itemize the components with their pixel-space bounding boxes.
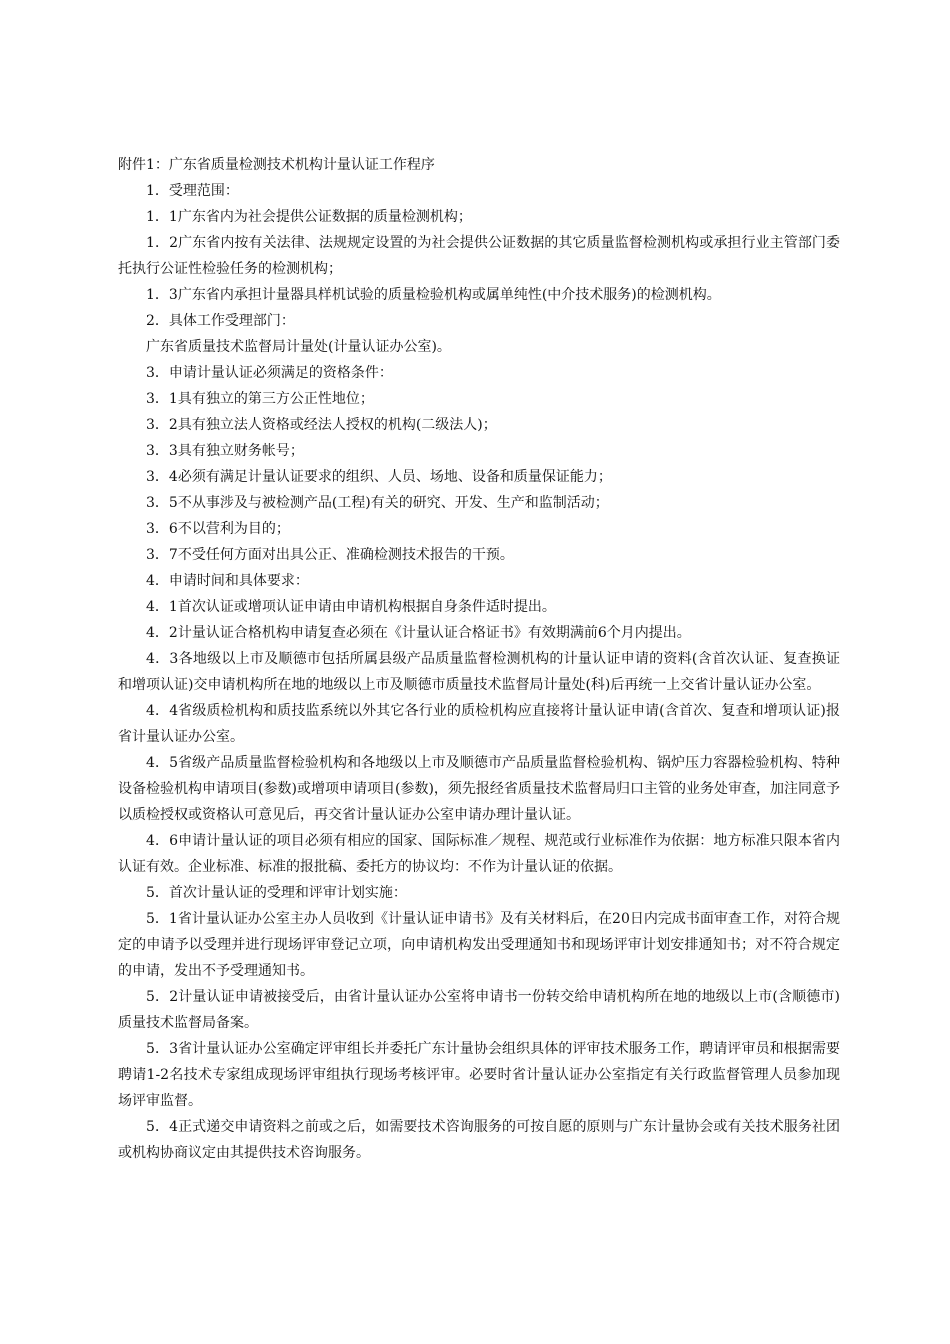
document-title: 附件1：广东省质量检测技术机构计量认证工作程序	[118, 157, 435, 173]
paragraph: 1．受理范围：	[146, 183, 239, 199]
paragraph: 4．4省级质检机构和质技监系统以外其它各行业的质检机构应直接将计量认证申请(含首次、复查和增项认证)报省计量认证办公室。	[118, 703, 840, 745]
paragraph: 4．6申请计量认证的项目必须有相应的国家、国际标准／规程、规范或行业标准作为依据：地方标准只限本省内认证有效。企业标准、标准的报批稿、委托方的协议均：不作为计量认证的依据。	[118, 833, 840, 875]
paragraph: 5．首次计量认证的受理和评审计划实施：	[146, 885, 407, 901]
paragraph: 4．申请时间和具体要求：	[146, 573, 309, 589]
paragraph: 3．4必须有满足计量认证要求的组织、人员、场地、设备和质量保证能力；	[146, 469, 612, 485]
paragraph: 1．2广东省内按有关法律、法规规定设置的为社会提供公证数据的其它质量监督检测机构或承担行业主管部门委托执行公证性检验任务的检测机构；	[118, 235, 840, 277]
paragraph: 广东省质量技术监督局计量处(计量认证办公室)。	[146, 339, 451, 355]
paragraph: 3．3具有独立财务帐号；	[146, 443, 304, 459]
paragraph: 3．6不以营利为目的；	[146, 521, 290, 537]
paragraph: 4．2计量认证合格机构申请复查必须在《计量认证合格证书》有效期满前6个月内提出。	[146, 625, 691, 641]
paragraph: 5．1省计量认证办公室主办人员收到《计量认证申请书》及有关材料后，在20日内完成书面审查工作，对符合规定的申请予以受理并进行现场评审登记立项，向申请机构发出受理通知书和现场评审计划安排通知书；对不符合规定的申请，发出不予受理通知书。	[118, 911, 840, 979]
paragraph: 3．2具有独立法人资格或经法人授权的机构(二级法人)；	[146, 417, 497, 433]
paragraph: 3．7不受任何方面对出具公正、准确检测技术报告的干预。	[146, 547, 514, 563]
paragraph: 2．具体工作受理部门：	[146, 313, 295, 329]
paragraph: 1．1广东省内为社会提供公证数据的质量检测机构；	[146, 209, 472, 225]
paragraph: 1．3广东省内承担计量器具样机试验的质量检验机构或属单纯性(中介技术服务)的检测机构。	[146, 287, 721, 303]
paragraph-list	[118, 178, 840, 1166]
paragraph: 5．2计量认证申请被接受后，由省计量认证办公室将申请书一份转交给申请机构所在地的地级以上市(含顺德市)质量技术监督局备案。	[118, 989, 840, 1031]
paragraph: 5．3省计量认证办公室确定评审组长并委托广东计量协会组织具体的评审技术服务工作，聘请评审员和根据需要聘请1-2名技术专家组成现场评审组执行现场考核评审。必要时省计量认证办公室指定有关行政监督管理人员参加现场评审监督。	[118, 1041, 840, 1109]
paragraph: 4．5省级产品质量监督检验机构和各地级以上市及顺德市产品质量监督检验机构、锅炉压力容器检验机构、特种设备检验机构申请项目(参数)或增项申请项目(参数)，须先报经省质量技术监督局归口主管的业务处审查，加注同意予以质检授权或资格认可意见后，再交省计量认证办公室申请办理计量认证。	[118, 755, 840, 823]
document-body	[118, 152, 840, 1166]
paragraph: 4．1首次认证或增项认证申请由申请机构根据自身条件适时提出。	[146, 599, 556, 615]
paragraph: 4．3各地级以上市及顺德市包括所属县级产品质量监督检测机构的计量认证申请的资料(含首次认证、复查换证和增项认证)交申请机构所在地的地级以上市及顺德市质量技术监督局计量处(科)后再统一上交省计量认证办公室。	[118, 651, 840, 693]
paragraph: 3．1具有独立的第三方公正性地位；	[146, 391, 374, 407]
paragraph: 3．5不从事涉及与被检测产品(工程)有关的研究、开发、生产和监制活动；	[146, 495, 609, 511]
paragraph: 5．4正式递交申请资料之前或之后，如需要技术咨询服务的可按自愿的原则与广东计量协会或有关技术服务社团或机构协商议定由其提供技术咨询服务。	[118, 1119, 840, 1161]
paragraph: 3．申请计量认证必须满足的资格条件：	[146, 365, 393, 381]
